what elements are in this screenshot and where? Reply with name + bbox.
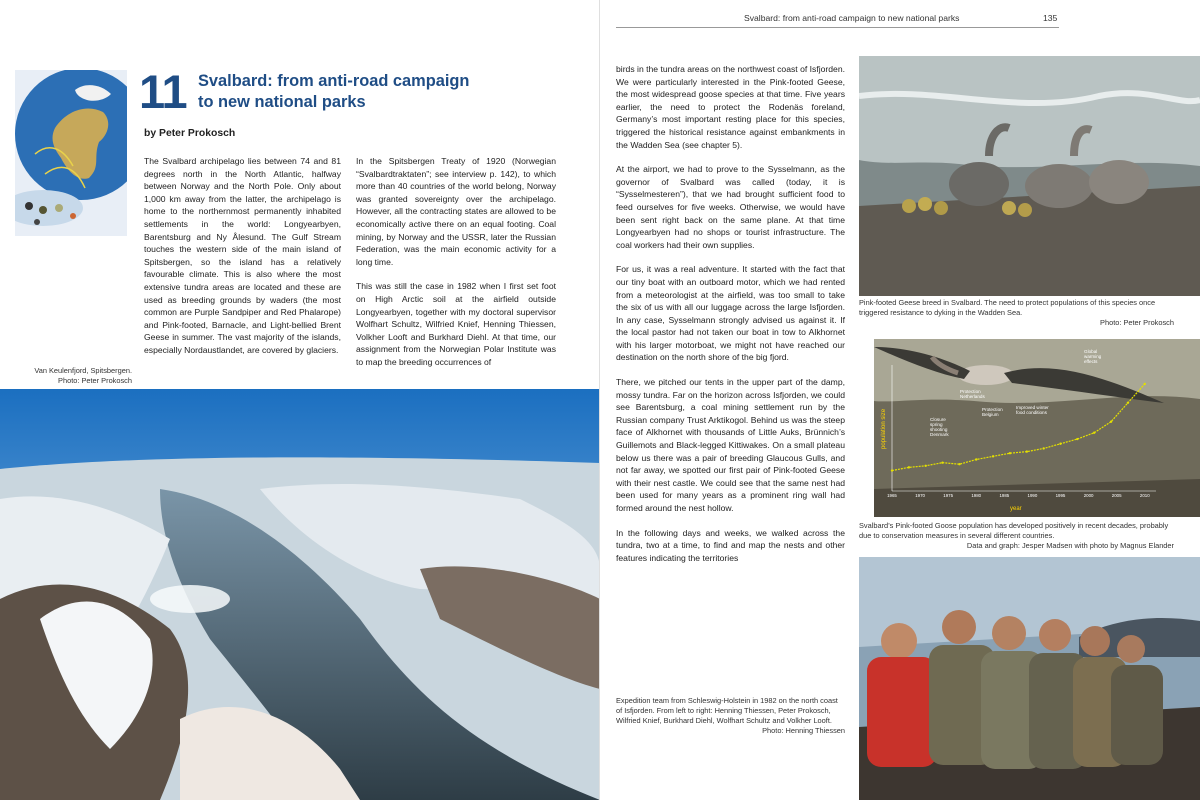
data-point [925, 465, 927, 467]
graph-caption-credit: Data and graph: Jesper Madsen with photo by Magnus Elander [966, 541, 1174, 550]
data-point [958, 463, 960, 465]
data-point [891, 469, 893, 471]
x-tick-label: 1990 [1027, 493, 1038, 498]
annotation-closure: Denmark [930, 432, 949, 437]
header-rule [616, 27, 1059, 28]
y-axis-label: population size [881, 408, 887, 449]
team-caption-text: Expedition team from Schleswig-Holstein in 1982 on the north coast of Isfjorden. From left to right: Henning Thiessen, Peter Prokosch, Wilfried Knief, Burkhard Diehl, Wolfhart Schultz and Volkher Looft. [616, 696, 838, 725]
graph-caption [859, 521, 1174, 551]
x-tick-label: 2010 [1139, 493, 1150, 498]
team-caption-credit: Photo: Henning Thiessen [762, 726, 845, 735]
x-tick-label: 1980 [971, 493, 982, 498]
data-point [1127, 402, 1129, 404]
data-point [1076, 438, 1078, 440]
graph-caption-text: Svalbard’s Pink-footed Goose population has developed positively in recent decades, probably due to conservation measures in several different countries. [859, 521, 1169, 540]
geese-caption-text: Pink-footed Geese breed in Svalbard. The need to protect populations of this species once triggered resistance to dyking in the Wadden Sea. [859, 298, 1156, 317]
x-tick-label: 2000 [1083, 493, 1094, 498]
chapter-title-line2: to new national parks [198, 93, 366, 111]
annotation-winter-food: Improved winter [1016, 405, 1049, 410]
chapter-number: 11 [139, 65, 187, 118]
data-point [941, 461, 943, 463]
geese-caption [859, 298, 1174, 328]
x-tick-label: 1965 [887, 493, 897, 498]
running-header: Svalbard: from anti-road campaign to new national parks [744, 13, 960, 23]
x-tick-label: 1985 [999, 493, 1010, 498]
fjord-aerial-photo [0, 389, 600, 800]
paragraph: For us, it was a real adventure. It started with the fact that our tiny boat with an outboard motor, which we had rented from a meteorologist at the airfield, was too small to take the six of us with all our luggage across the large Isfjorden. In any case, Sysselmann strongly advised us against it. If the local pastor had not taken our boat in tow to Alkhornet with his larger motorboat, we might not have reached our destination on the north shore of the big fjord. [616, 264, 845, 363]
annotation-global-warming: effects [1084, 359, 1098, 364]
x-axis-label: year [1010, 506, 1022, 512]
annotation-protection-be: Protection [982, 407, 1003, 412]
fjord-caption [14, 366, 132, 386]
fjord-caption-credit: Photo: Peter Prokosch [58, 376, 132, 385]
paragraph: At the airport, we had to prove to the Sysselmann, as the governor of Svalbard was called (today, it is “Sysselmesteren”), that we had brought sufficient food to feed ourselves for five weeks. Otherwise, we would have been sent right back on the same plane. At that time Longyearbyen had no shops or tourist infrastructure. The coal workers had their own supplies. [616, 164, 845, 250]
annotation-closure: Closure [930, 417, 946, 422]
expedition-team-photo [859, 557, 1200, 800]
annotation-winter-food: food conditions [1016, 410, 1047, 415]
paragraph: This was still the case in 1982 when I first set foot on High Arctic soil at the airfield outside Longyearbyen, together with my doctoral supervisor Wolfhart Schultz, Wilfried Knief, Henning Thiessen, Volkher Looft and Burkhard Diehl. At that time, our assignment from the Norwegian Polar Institute was to map the breeding occurrences of [356, 281, 556, 367]
fjord-caption-text: Van Keulenfjord, Spitsbergen. [34, 366, 132, 375]
data-point [1026, 450, 1028, 452]
data-point [992, 455, 994, 457]
population-chart [874, 339, 1200, 517]
annotation-protection-be: Belgium [982, 412, 999, 417]
annotation-protection-nl: Netherlands [960, 394, 985, 399]
data-point [1144, 383, 1146, 385]
paragraph: In the following days and weeks, we walked across the tundra, two at a time, to find and map the nests and other features indicating the territories [616, 527, 845, 563]
team-caption [616, 696, 845, 736]
right-page [600, 0, 1200, 800]
annotation-global-warming: Global [1084, 349, 1098, 354]
annotation-closure: shooting [930, 427, 948, 432]
annotation-global-warming: warming [1084, 354, 1102, 359]
paragraph: There, we pitched our tents in the upper part of the damp, mossy tundra. Far on the horizon across Isfjorden, we could see Barentsburg, a coal mining settlement run by the Russian company Trust Arktikogol. Behind us was the steep face of Alkhornet with thousands of Little Auks, Brünnich’s Guillemots and Black-legged Kittiwakes. On a small plateau below us there was a pair of breeding Glaucous Gulls, and not far away, we spotted our first pair of Pink-footed Geese with their nest castle. We could see that the same nest had been used for many years as a prominent ring wall had formed around the nest hollow. [616, 377, 845, 513]
chapter-author: by Peter Prokosch [144, 128, 236, 139]
left-column-2 [356, 155, 556, 381]
geese-photo [859, 56, 1200, 296]
data-point [1009, 452, 1011, 454]
chapter-title-line1: Svalbard: from anti-road campaign [198, 72, 470, 90]
data-point [1059, 443, 1061, 445]
paragraph: birds in the tundra areas on the northwest coast of Isfjorden. We were particularly interested in the Pink-footed Geese, the most widespread goose species at that time. Five years earlier, the need to protect the Rodenäs foreland, Germany’s most important resting place for this species, triggered the historical resistance against embankments in the Wadden Sea (see chapter 5). [616, 64, 845, 150]
page-number: 135 [1043, 13, 1058, 23]
geese-caption-credit: Photo: Peter Prokosch [1100, 318, 1174, 327]
x-tick-label: 1995 [1055, 493, 1066, 498]
data-point [1093, 432, 1095, 434]
x-tick-label: 2005 [1111, 493, 1122, 498]
paragraph: The Svalbard archipelago lies between 74 and 81 degrees north in the North Atlantic, halfway between Norway and the North Pole. Only about 1,000 km away from the latter, the archipelago is home to the northernmost permanently inhabited settlements in the world: Longyearbyen, Barentsburg and Ny Ålesund. The Gulf Stream touches the western side of the main island of Spitsbergen, so the island has a relatively favourable climate. This is also where the most extensive tundra areas are located and these are used as breeding grounds by waders (the most common are Purple Sandpiper and Red Phalarope) and Pink-footed, Barnacle, and Light-bellied Brent Geese in summer. The vast majority of the islands, especially Nordaustlandet, are covered by glaciers. [144, 156, 341, 355]
data-point [1042, 447, 1044, 449]
chapter-title [198, 71, 528, 113]
left-column-1 [144, 155, 341, 369]
data-point [908, 466, 910, 468]
data-point [1110, 421, 1112, 423]
paragraph: In the Spitsbergen Treaty of 1920 (Norwegian “Svalbardtraktaten”; see interview p. 142), to which more than 40 countries of the world belong, Norway was granted sovereignty over the archipelago. However, all the contracting states are allowed to be economically active there on an equal footing. Coal mining, by Norway and the USSR, later the Russian Federation, was the main economic activity for a long time. [356, 156, 556, 267]
population-graph [874, 339, 1200, 517]
right-column [616, 63, 845, 576]
data-point [975, 458, 977, 460]
annotation-protection-nl: Protection [960, 389, 981, 394]
x-tick-label: 1970 [915, 493, 925, 498]
annotation-closure: spring [930, 422, 943, 427]
globe-illustration [15, 70, 127, 236]
x-tick-label: 1975 [943, 493, 954, 498]
